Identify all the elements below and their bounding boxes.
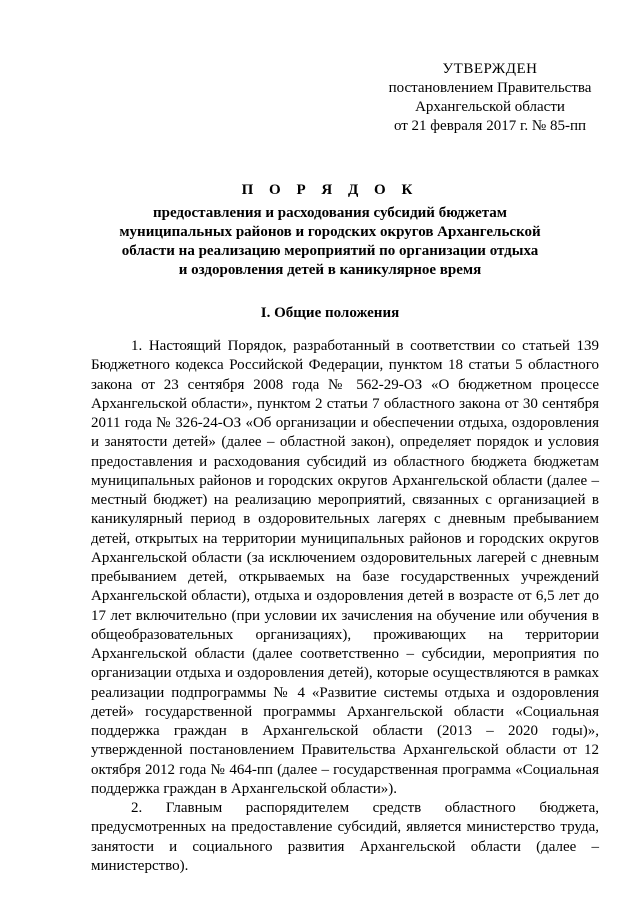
- title-line: муниципальных районов и городских округов Архангельской: [119, 224, 541, 240]
- title-heading: П О Р Я Д О К: [241, 182, 419, 198]
- title-line: и оздоровления детей в каникулярное время: [178, 262, 482, 278]
- document-body: [91, 337, 599, 876]
- paragraph: 1. Настоящий Порядок, разработанный в соответствии со статьей 139 Бюджетного кодекса Российской Федерации, пунктом 18 статьи 5 областного закона от 23 сентября 2008 года № 562-29-ОЗ «О бюджетном процессе Архангельской области», пунктом 2 статьи 7 областного закона от 30 сентября 2011 года № 326-24-ОЗ «Об организации и обеспечении отдыха, оздоровления и занятости детей» (далее – областной закон), определяет порядок и условия предоставления и расходования субсидий из областного бюджета бюджетам муниципальных районов и городских округов Архангельской области (далее – местный бюджет) на реализацию мероприятий, связанных с организацией в каникулярный период в оздоровительных лагерях с дневным пребыванием детей, открытых на территории муниципальных районов и городских округов Архангельской области (за исключением оздоровительных лагерей с дневным пребыванием детей, открываемых на базе государственных учреждений Архангельской области), отдыха и оздоровления детей в возрасте от 6,5 лет до 17 лет включительно (при условии их зачисления на обучение или обучения в общеобразовательных организациях), проживающих на территории Архангельской области (далее соответственно – субсидии, мероприятия по организации отдыха и оздоровления детей), которые осуществляются в рамках реализации подпрограммы № 4 «Развитие системы отдыха и оздоровления детей» государственной программы Архангельской области «Социальная поддержка граждан в Архангельской области (2013 – 2020 годы)», утвержденной постановлением Правительства Архангельской области от 12 октября 2012 года № 464-пп (далее – государственная программа «Социальная поддержка граждан в Архангельской области»).: [91, 338, 599, 797]
- title-line: области на реализацию мероприятий по организации отдыха: [121, 243, 539, 259]
- approval-stamp: УТВЕРЖДЕН: [442, 61, 538, 77]
- approval-block: [380, 60, 600, 136]
- document-title: [100, 181, 560, 280]
- approval-date-line: от 21 февраля 2017 г. № 85-пп: [393, 118, 587, 134]
- title-line: предоставления и расходования субсидий бюджетам: [152, 205, 507, 221]
- section-heading: I. Общие положения: [260, 305, 400, 321]
- paragraph: 2. Главным распорядителем средств областного бюджета, предусмотренных на предоставление субсидий, является министерство труда, занятости и социального развития Архангельской области (далее – министерство).: [91, 800, 599, 874]
- approval-line: постановлением Правительства: [388, 80, 592, 96]
- approval-line: Архангельской области: [415, 99, 565, 115]
